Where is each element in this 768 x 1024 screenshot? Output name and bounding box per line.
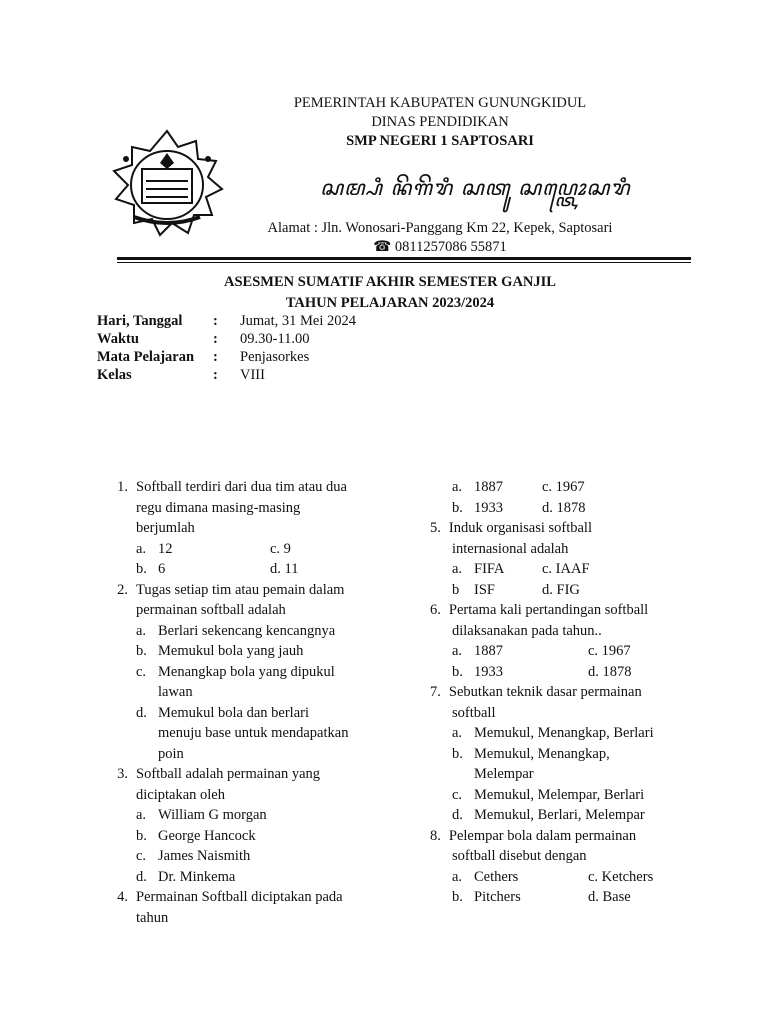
option-b: 1933 [474, 499, 503, 516]
info-label: Hari, Tanggal [97, 313, 183, 329]
option-letter: d. [136, 704, 147, 721]
question-8 [424, 826, 724, 908]
option-letter: a. [452, 479, 463, 495]
option-d: d. 1878 [588, 663, 632, 680]
option-d: d. Base [588, 889, 631, 905]
question-text: Permainan Softball diciptakan pada [136, 889, 343, 905]
question-number: 5. [430, 520, 441, 536]
option-text: Melempar [474, 766, 534, 782]
option-b: ISF [474, 581, 495, 598]
question-number: 3. [117, 766, 128, 782]
option-text: Menangkap bola yang dipukul [158, 663, 335, 680]
question-number: 7. [430, 684, 441, 700]
question-text: Softball terdiri dari dua tim atau dua [136, 479, 347, 495]
option-letter: a. [136, 540, 147, 557]
info-label: Kelas [97, 367, 132, 383]
info-value: Jumat, 31 Mei 2024 [240, 313, 356, 329]
question-5 [424, 518, 724, 600]
option-c: c. Ketchers [588, 868, 654, 885]
question-text: Tugas setiap tim atau pemain dalam [136, 581, 345, 598]
question-text: Softball adalah permainan yang [136, 766, 321, 782]
info-label: Mata Pelajaran [97, 349, 195, 365]
question-text: Induk organisasi softball [448, 520, 592, 536]
option-text: Memukul, Menangkap, [474, 745, 610, 762]
info-row [97, 366, 356, 384]
question-number: 6. [430, 602, 441, 618]
info-value: 09.30-11.00 [240, 331, 310, 347]
question-number: 4. [117, 889, 128, 905]
option-c: c. 1967 [588, 643, 631, 659]
info-colon: : [213, 331, 218, 347]
question-text: softball [452, 704, 496, 721]
info-row [97, 330, 356, 348]
option-letter: a. [452, 725, 463, 741]
question-number: 1. [117, 479, 128, 495]
info-colon: : [213, 349, 218, 365]
option-letter: a. [452, 643, 463, 659]
option-b: 6 [158, 561, 166, 577]
address: Alamat : Jln. Wonosari-Panggang Km 22, Kepek, Saptosari [267, 220, 613, 236]
question-1 [106, 477, 386, 580]
option-letter: b. [452, 889, 463, 905]
info-value: VIII [240, 367, 265, 383]
question-text: regu dimana masing-masing [136, 499, 301, 516]
address-block [120, 219, 760, 257]
info-row [97, 312, 356, 330]
questions-right-column [424, 477, 724, 908]
option-letter: a. [452, 561, 463, 577]
option-text: Memukul, Berlari, Melempar [474, 807, 645, 823]
option-text: Memukul, Melempar, Berlari [474, 786, 645, 803]
option-d: d. 11 [270, 561, 299, 577]
option-text: lawan [158, 684, 193, 700]
exam-info [97, 312, 356, 384]
question-4 [106, 887, 386, 928]
option-text: Memukul bola yang jauh [158, 643, 304, 659]
option-text: poin [158, 745, 184, 762]
option-letter: c. [452, 786, 463, 803]
questions-left-column [106, 477, 386, 928]
header-divider-thin [117, 262, 691, 263]
option-text: William G morgan [158, 807, 267, 823]
option-letter: b. [136, 561, 147, 577]
option-a: 1887 [474, 643, 503, 659]
option-text: James Naismith [158, 848, 251, 864]
option-c: c. 1967 [542, 479, 585, 495]
option-letter: b. [452, 663, 463, 680]
option-text: Dr. Minkema [158, 868, 236, 885]
exam-title [100, 272, 680, 314]
option-text: Berlari sekencang kencangnya [158, 622, 336, 639]
option-letter: a. [136, 807, 147, 823]
question-text: Sebutkan teknik dasar permainan [448, 684, 642, 700]
department-name: DINAS PENDIDIKAN [371, 114, 509, 130]
question-4-options [424, 477, 724, 518]
option-a: 12 [158, 540, 173, 557]
option-letter: b. [136, 827, 147, 844]
question-text: internasional adalah [452, 540, 569, 557]
option-letter: a. [136, 622, 147, 639]
option-letter: c. [136, 848, 147, 864]
info-colon: : [213, 367, 218, 383]
option-letter: d. [452, 807, 463, 823]
option-b: 1933 [474, 663, 503, 680]
info-colon: : [213, 313, 218, 329]
question-text: Pertama kali pertandingan softball [448, 602, 649, 618]
school-name: SMP NEGERI 1 SAPTOSARI [346, 133, 534, 149]
option-text: George Hancock [158, 827, 256, 844]
exam-title-line2: TAHUN PELAJARAN 2023/2024 [285, 295, 495, 311]
option-text: menuju base untuk mendapatkan [158, 725, 349, 741]
question-text: berjumlah [136, 520, 195, 536]
option-d: d. FIG [542, 581, 580, 598]
option-c: c. IAAF [542, 561, 590, 577]
info-label: Waktu [97, 331, 139, 347]
option-c: c. 9 [270, 540, 291, 557]
question-text: Pelempar bola dalam permainan [448, 827, 637, 844]
question-number: 8. [430, 827, 441, 844]
question-text: diciptakan oleh [136, 786, 225, 803]
option-a: Cethers [474, 868, 519, 885]
option-a: FIFA [474, 561, 505, 577]
option-letter: b [452, 581, 460, 598]
question-2 [106, 580, 386, 765]
option-text: Memukul bola dan berlari [158, 704, 309, 721]
option-b: Pitchers [474, 889, 521, 905]
exam-title-line1: ASESMEN SUMATIF AKHIR SEMESTER GANJIL [224, 274, 556, 290]
option-letter: b. [452, 499, 463, 516]
javanese-script-name: ꦱꦩ꧀ꦥꦶ ꦤꦼꦒꦼꦫꦶ ꦱꦠꦸ ꦱꦥ꧀ꦠꦺꦴꦱꦫꦶ [320, 176, 631, 200]
option-letter: a. [452, 868, 463, 885]
info-row [97, 348, 356, 366]
option-letter: b. [136, 643, 147, 659]
option-letter: b. [452, 745, 463, 762]
question-6 [424, 600, 724, 682]
option-text: Memukul, Menangkap, Berlari [474, 725, 654, 741]
header-divider-thick [117, 257, 691, 260]
question-number: 2. [117, 581, 128, 598]
government-name: PEMERINTAH KABUPATEN GUNUNGKIDUL [293, 95, 587, 111]
option-a: 1887 [474, 479, 503, 495]
question-text: tahun [136, 909, 169, 926]
question-text: permainan softball adalah [136, 602, 286, 618]
info-value: Penjasorkes [240, 349, 310, 365]
option-letter: d. [136, 868, 147, 885]
question-3 [106, 764, 386, 887]
question-text: dilaksanakan pada tahun.. [452, 622, 602, 639]
phone: ☎ 0811257086 55871 [373, 239, 507, 255]
question-text: softball disebut dengan [452, 848, 587, 864]
option-letter: c. [136, 663, 147, 680]
question-7 [424, 682, 724, 826]
option-d: d. 1878 [542, 499, 586, 516]
